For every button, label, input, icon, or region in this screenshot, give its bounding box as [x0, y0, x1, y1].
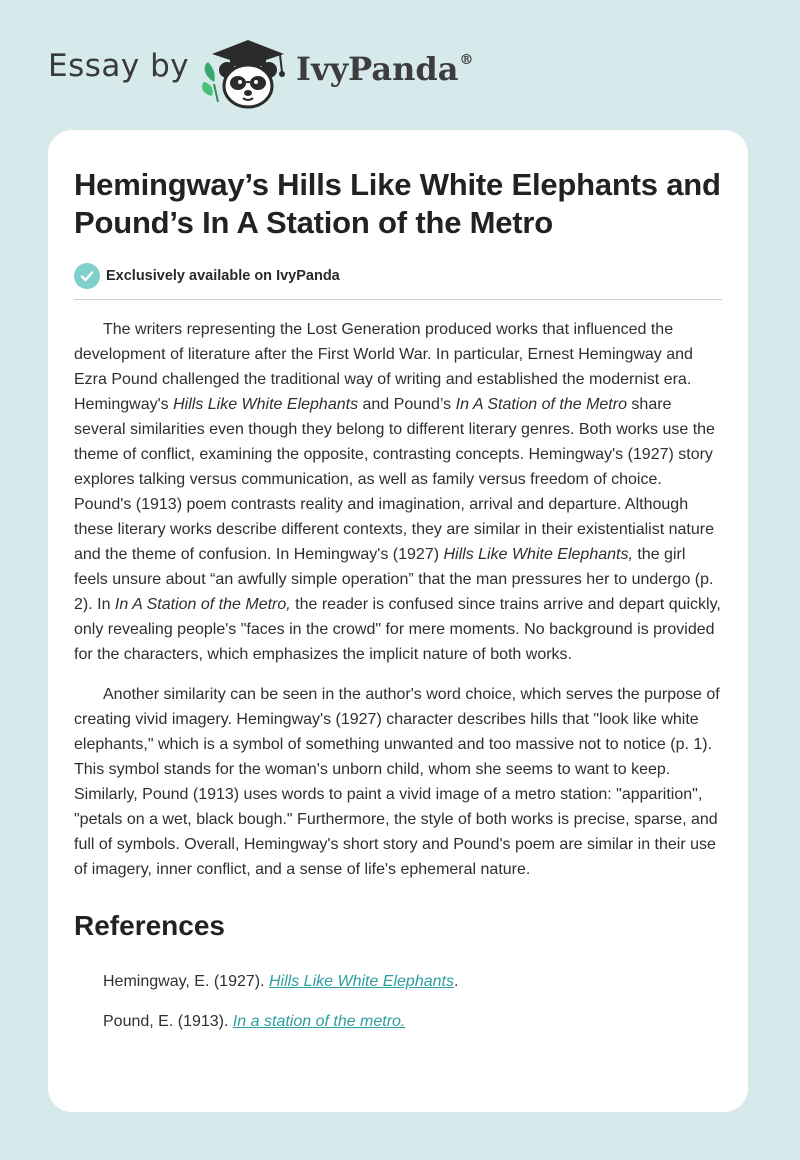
reference-link[interactable]: In a station of the metro.: [232, 1013, 406, 1030]
exclusive-badge: [74, 263, 722, 289]
brand-header: [0, 0, 800, 120]
paragraph-text: The writers representing the Lost Generation produced works that influenced the development of literature after the First World War. In particular, Ernest Hemingway and Ezra Pound challenged the traditional way of writing and established the modernist era. Hemingway's: [74, 321, 693, 413]
panda-logo-icon: [200, 36, 296, 110]
essay-card: [48, 130, 748, 1112]
divider: [74, 299, 722, 300]
paragraph-text: the girl feels unsure about “an awfully simple operation” that the man pressures her to undergo (p. 2). In: [74, 546, 714, 613]
work-title-italic: Hills Like White Elephants: [173, 396, 359, 413]
essay-body: [74, 317, 722, 882]
brand-name-text: IvyPanda: [296, 50, 459, 88]
work-title-italic: Hills Like White Elephants,: [443, 546, 633, 563]
paragraph: [74, 682, 722, 882]
work-title-italic: In A Station of the Metro: [455, 396, 627, 413]
essay-title: Hemingway’s Hills Like White Elephants and Pound’s In A Station of the Metro: [74, 167, 721, 240]
reference-prefix: Pound, E. (1913).: [103, 1013, 233, 1030]
reference-prefix: Hemingway, E. (1927).: [103, 973, 269, 990]
exclusive-badge-text: Exclusively available on IvyPanda: [106, 268, 340, 284]
paragraph-text: Another similarity can be seen in the author's word choice, which serves the purpose of creating vivid imagery. Hemingway's (1927) character describes hills that "look like white elephants," which is a symbol of something unwanted and too massive not to notice (p. 1). This symbol stands for the woman's unborn child, whom she seems to want to keep. Similarly, Pound (1913) uses words to paint a vivid image of a metro station: "apparition", "petals on a wet, black bough." Furthermore, the style of both works is precise, sparse, and full of symbols. Overall, Hemingway's short story and Pound's poem are similar in their use of imagery, inner conflict, and a sense of life's ephemeral nature.: [74, 686, 720, 878]
check-icon: [74, 263, 100, 289]
paragraph-text: share several similarities even though they belong to different literary genres. Both works use the theme of conflict, examining the opposite, contrasting concepts. Hemingway's (1927) story explores talking versus communication, as well as family versus freedom of choice. Pound's (1913) poem contrasts reality and imagination, arrival and departure. Although these literary works describe different contexts, they are similar in their existentialist nature and the theme of confusion. In Hemingway's (1927): [74, 396, 715, 563]
paragraph-text: the reader is confused since trains arrive and depart quickly, only revealing people's "faces in the crowd" for mere moments. No background is provided for the characters, which emphasizes the implicit nature of both works.: [74, 596, 721, 663]
essay-by-label: Essay by: [48, 48, 190, 84]
paragraph-text: and Pound’s: [358, 396, 456, 413]
reference-link[interactable]: Hills Like White Elephants: [269, 973, 454, 990]
paragraph: [74, 317, 722, 667]
work-title-italic: In A Station of the Metro,: [114, 596, 291, 613]
references-heading: References: [74, 910, 225, 941]
reference-suffix: .: [453, 973, 459, 990]
reference-item: [74, 1012, 722, 1032]
brand-name: [296, 50, 473, 88]
reference-item: [74, 972, 722, 992]
registered-mark: ®: [459, 52, 474, 68]
